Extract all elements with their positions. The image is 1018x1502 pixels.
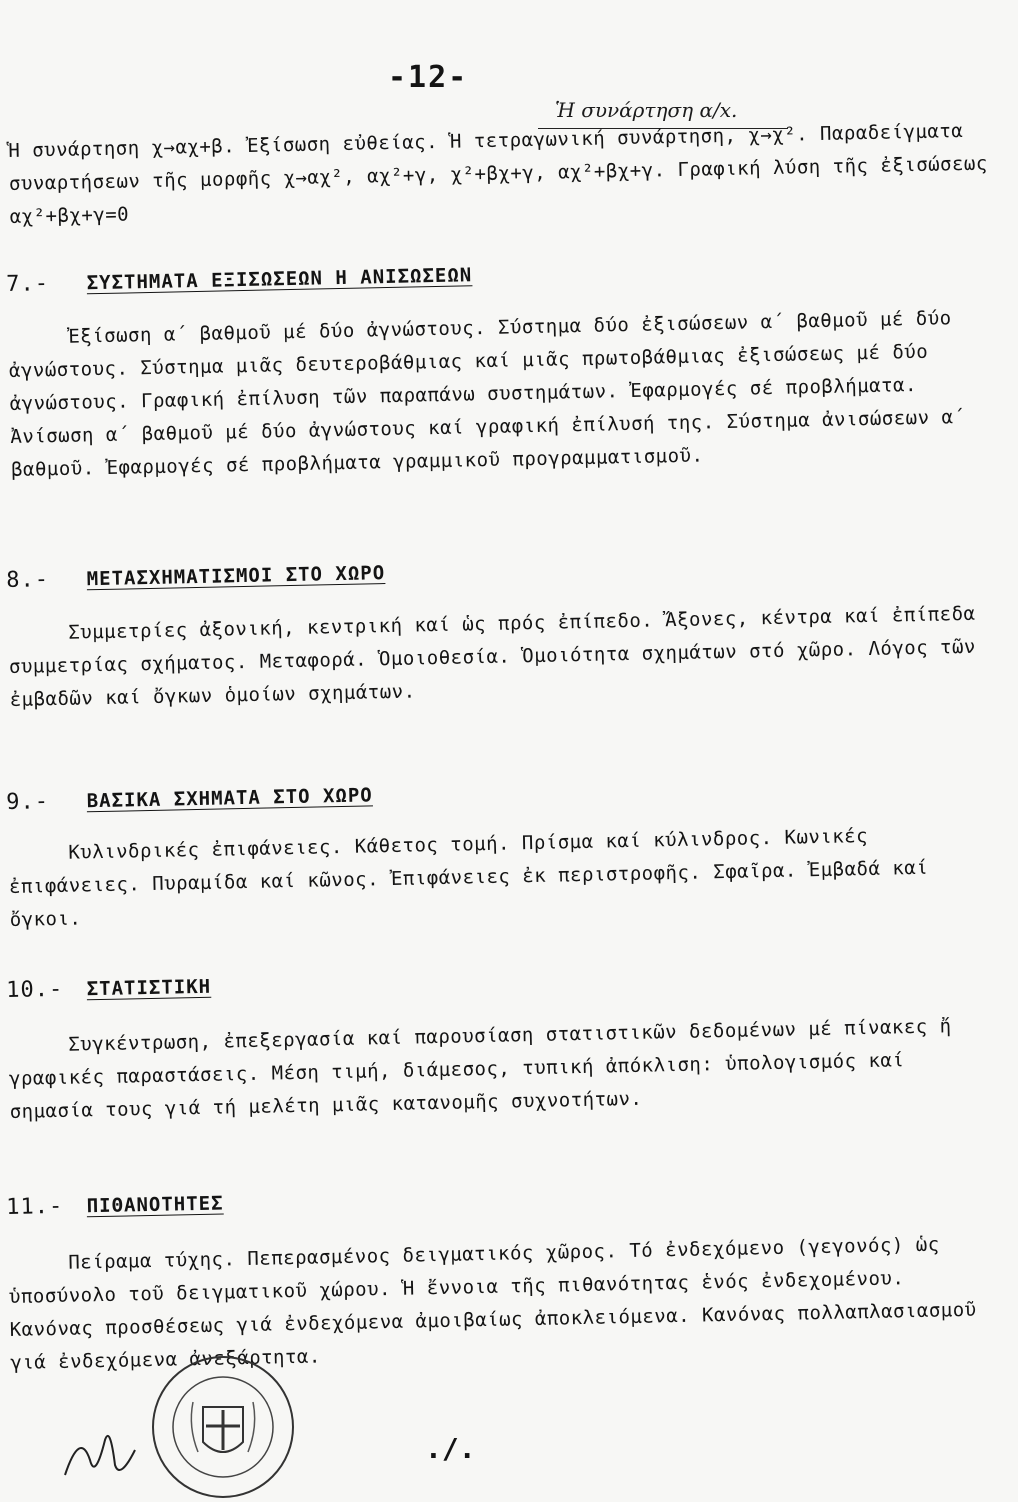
section-heading-10: [6, 963, 706, 1003]
section-number: 9.-: [6, 789, 50, 815]
section-number: 8.-: [6, 567, 50, 593]
official-seal-stamp: [148, 1352, 298, 1502]
section-title: ΣΥΣΤΗΜΑΤΑ ΕΞΙΣΩΣΕΩΝ Η ΑΝΙΣΩΣΕΩΝ: [86, 264, 473, 295]
intro-paragraph: Ἡ συνάρτηση χ→αχ+β. Ἐξίσωση εὐθείας. Ἡ τετραγωνική συνάρτηση, χ→χ². Παραδείγματα συναρτήσεων τῆς μορφῆς χ→αχ², αχ²+γ, χ²+βχ+γ, αχ²+βχ+γ. Γραφική λύση τῆς ἐξισώσεως αχ²+βχ+γ=0: [8, 119, 989, 228]
section-body-7: Ἐξίσωση α΄ βαθμοῦ μέ δύο ἀγνώστους. Σύστημα δύο ἐξισώσεων α΄ βαθμοῦ μέ δύο ἀγνώστους. Σύστημα μιᾶς δευτεροβάθμιας καί μιᾶς πρωτοβάθμιας ἐξισώσεως μέ δύο ἀγνώστους. Γραφική ἐπίλυση τῶν παραπάνω συστημάτων. Ἐφαρμογές σέ προβλήματα. Ἀνίσωση α΄ βαθμοῦ μέ δύο ἀγνώστους καί γραφική ἐπίλυσή της. Σύστημα ἀνισώσεων α΄ βαθμοῦ. Ἐφαρμογές σέ προβλήματα γραμμικοῦ προγραμματισμοῦ.: [8, 307, 966, 481]
handwritten-note: Ἡ συνάρτηση α/x.: [555, 98, 738, 122]
handwritten-signature: [60, 1420, 140, 1490]
section-body-10: Συγκέντρωση, ἐπεξεργασία καί παρουσίαση στατιστικῶν δεδομένων μέ πίνακες ἤ γραφικές παραστάσεις. Μέση τιμή, διάμεσος, τυπική ἀπόκλιση: ὑπολογισμός καί σημασία τους γιά τή μελέτη μιᾶς κατανομῆς συχνοτήτων.: [8, 1015, 952, 1123]
page-number: -12-: [388, 60, 469, 95]
section-number: 7.-: [6, 271, 50, 297]
section-title: ΣΤΑΤΙΣΤΙΚΗ: [86, 975, 212, 1001]
section-title: ΠΙΘΑΝΟΤΗΤΕΣ: [86, 1192, 224, 1218]
section-title: ΜΕΤΑΣΧΗΜΑΤΙΣΜΟΙ ΣΤΟ ΧΩΡΟ: [86, 562, 386, 591]
end-mark: ./.: [425, 1432, 476, 1465]
section-heading-9: [6, 775, 706, 815]
section-heading-7: [6, 257, 706, 297]
section-body-9: Κυλινδρικές ἐπιφάνειες. Κάθετος τομή. Πρίσμα καί κύλινδρος. Κωνικές ἐπιφάνειες. Πυραμίδα καί κῶνος. Ἐπιφάνειες ἐκ περιστροφῆς. Σφαῖρα. Ἐμβαδά καί ὄγκοι.: [8, 824, 929, 931]
section-body-8: Συμμετρίες ἀξονική, κεντρική καί ὡς πρός ἐπίπεδο. Ἄξονες, κέντρα καί ἐπίπεδα συμμετρίας σχήματος. Μεταφορά. Ὁμοιοθεσία. Ὁμοιότητα σχημάτων στό χῶρο. Λόγος τῶν ἐμβαδῶν καί ὄγκων ὁμοίων σχημάτων.: [8, 602, 977, 711]
section-number: 11.-: [6, 1193, 64, 1220]
section-heading-8: [6, 553, 706, 593]
section-title: ΒΑΣΙΚΑ ΣΧΗΜΑΤΑ ΣΤΟ ΧΩΡΟ: [86, 784, 373, 813]
section-heading-11: [6, 1180, 706, 1220]
section-number: 10.-: [6, 976, 64, 1003]
section-body-11: Πείραμα τύχης. Πεπερασμένος δειγματικός χῶρος. Τό ἐνδεχόμενο (γεγονός) ὡς ὑποσύνολο τοῦ δειγματικοῦ χώρου. Ἡ ἔννοια τῆς πιθανότητας ἑνός ἐνδεχομένου. Κανόνας προσθέσεως γιά ἐνδεχόμενα ἀμοιβαίως ἀποκλειόμενα. Κανόνας πολλαπλασιασμοῦ γιά ἐνδεχόμενα ἀνεξάρτητα.: [8, 1233, 977, 1374]
